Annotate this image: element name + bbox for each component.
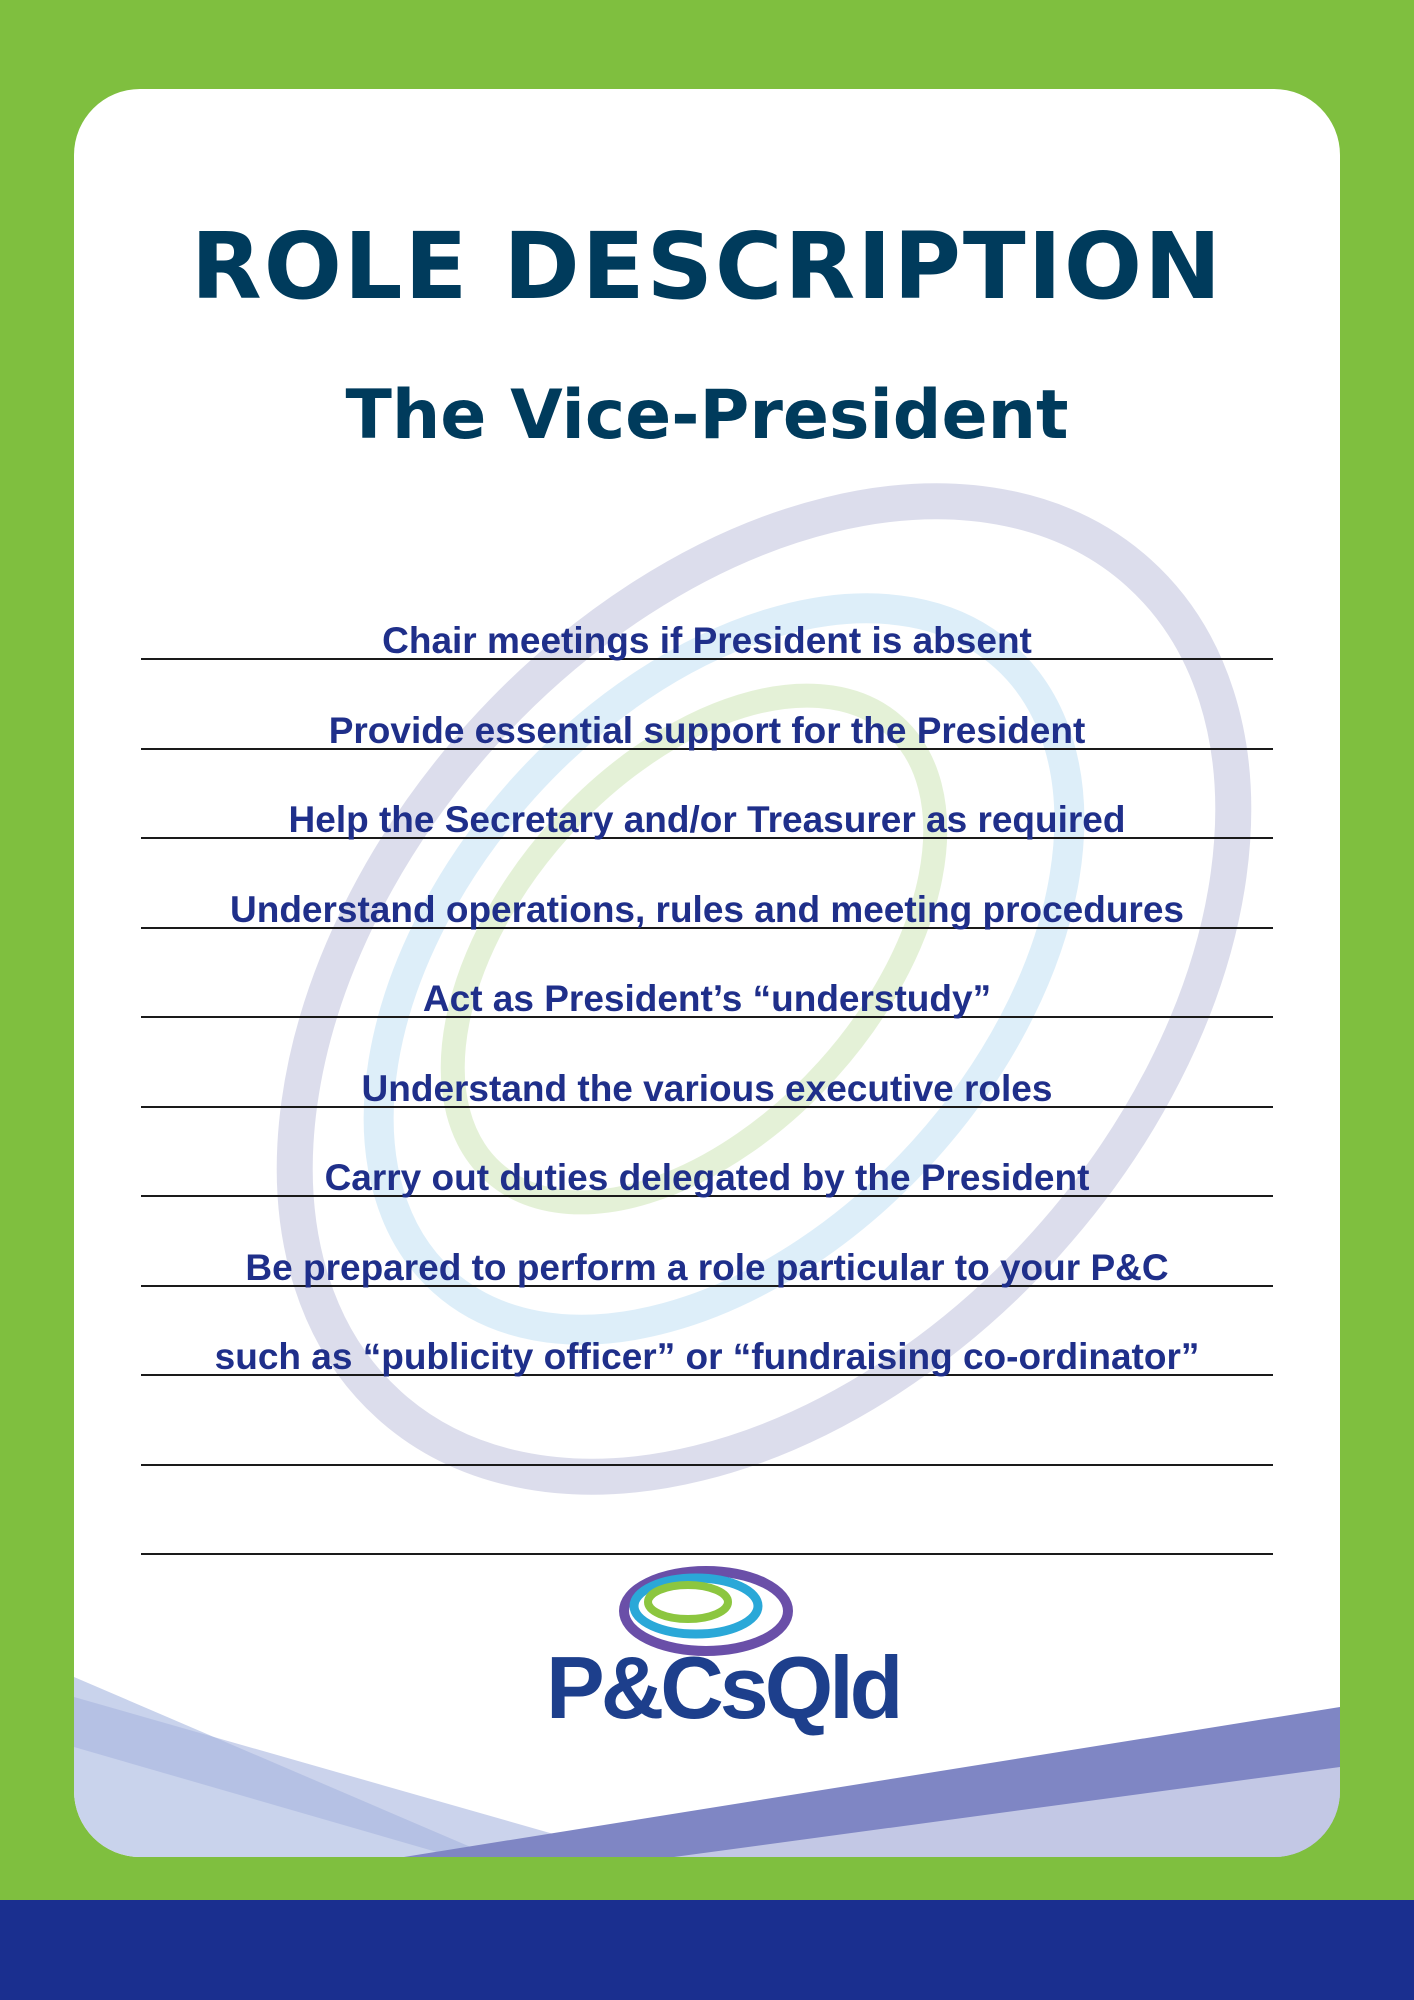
duty-line [141, 1375, 1273, 1466]
duty-line [141, 748, 1273, 839]
duty-text: such as “publicity officer” or “fundraising co-ordinator” [214, 1336, 1200, 1377]
duty-text: Help the Secretary and/or Treasurer as required [288, 799, 1126, 840]
duty-line [141, 1017, 1273, 1108]
duty-line [141, 1464, 1273, 1555]
role-card [74, 89, 1340, 1857]
duty-line [141, 1196, 1273, 1287]
footer-bar [0, 1900, 1414, 2000]
duty-line [141, 927, 1273, 1018]
duty-line [141, 1285, 1273, 1376]
duty-text: Carry out duties delegated by the President [324, 1157, 1090, 1198]
duty-text: Understand operations, rules and meeting procedures [230, 888, 1184, 930]
duty-text: Provide essential support for the President [328, 709, 1086, 751]
duty-line [141, 569, 1273, 660]
duty-text: Be prepared to perform a role particular to your P&C [245, 1246, 1169, 1288]
page-title: ROLE DESCRIPTION [190, 213, 1224, 320]
duty-line [141, 659, 1273, 750]
duty-text: Chair meetings if President is absent [382, 620, 1032, 661]
bottom-decorative-band [74, 1677, 1340, 1857]
logo-text: P&CsQld [546, 1638, 900, 1737]
page-subtitle: The Vice-President [345, 376, 1069, 455]
duty-line [141, 1106, 1273, 1197]
duty-line [141, 838, 1273, 929]
duty-text: Act as President’s “understudy” [422, 978, 992, 1019]
duty-text: Understand the various executive roles [361, 1067, 1053, 1109]
